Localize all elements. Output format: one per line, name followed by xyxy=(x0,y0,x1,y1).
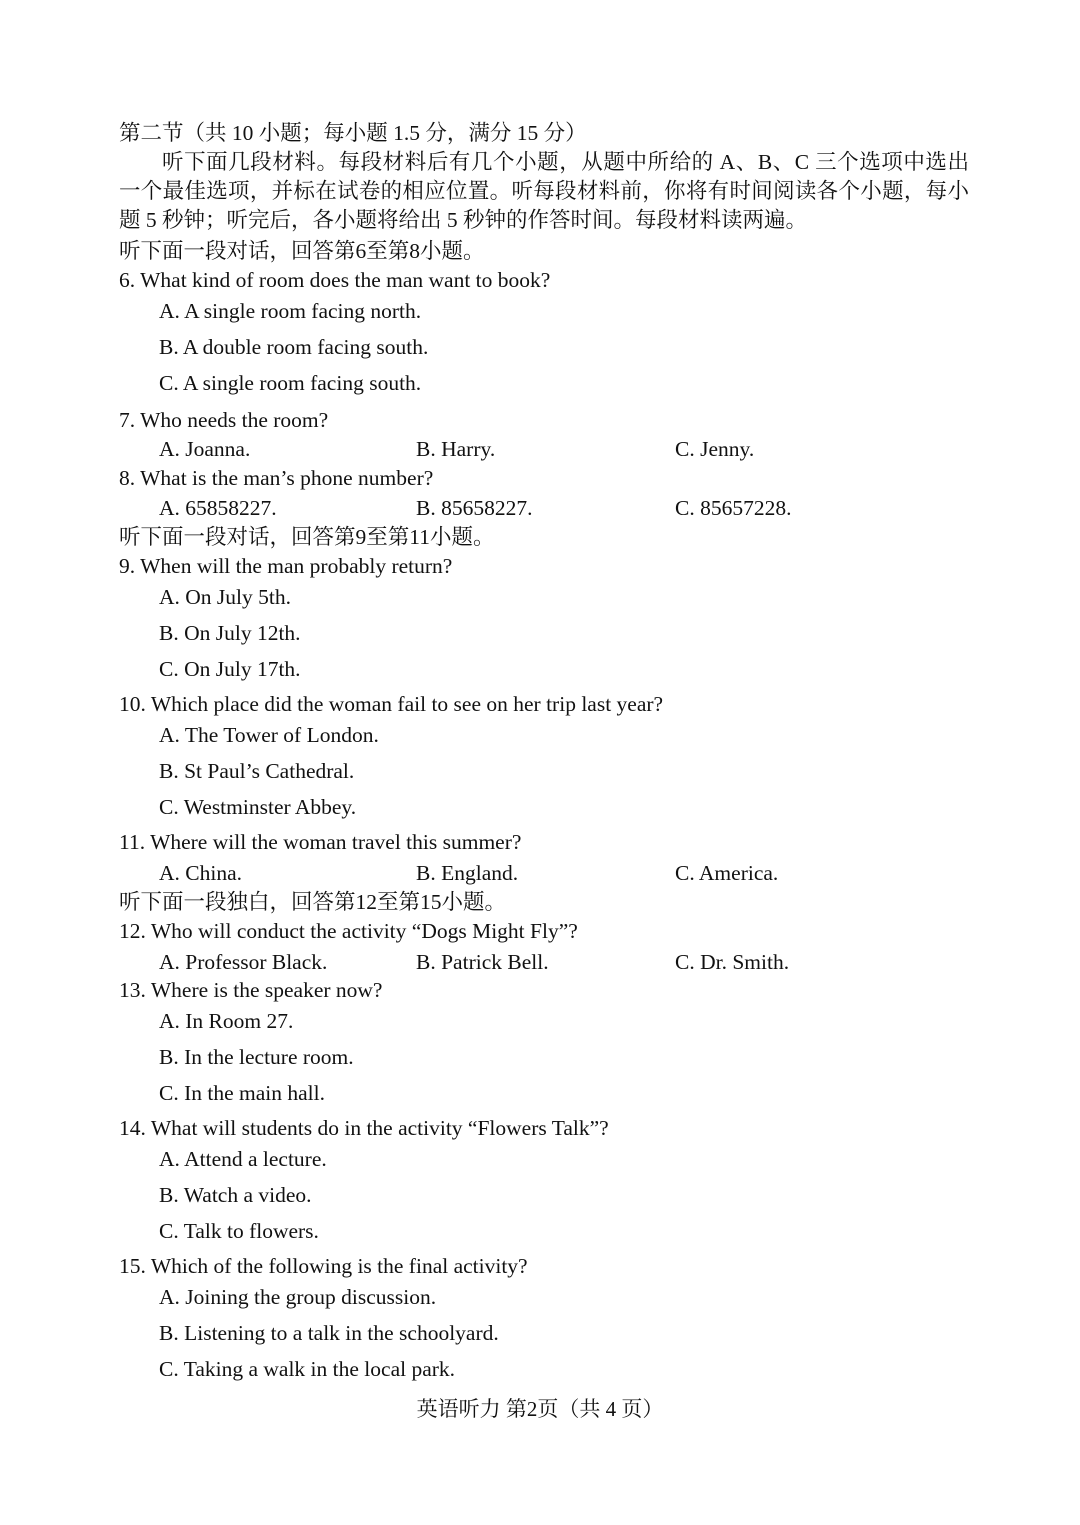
question-7-option-c: C. Jenny. xyxy=(675,437,755,461)
question-10-option-a: A. The Tower of London. xyxy=(159,723,379,747)
question-14-stem: 14. What will students do in the activity “Flowers Talk”? xyxy=(119,1116,609,1140)
question-11-option-a: A. China. xyxy=(159,861,243,885)
question-11-option-b: B. England. xyxy=(416,861,519,885)
question-6-option-b: B. A double room facing south. xyxy=(159,335,429,359)
question-8-option-b: B. 85658227. xyxy=(416,496,533,520)
listening-prompt-2: 听下面一段对话，回答第9至第11小题。 xyxy=(119,525,495,549)
question-14-option-c: C. Talk to flowers. xyxy=(159,1219,319,1243)
question-9-option-c: C. On July 17th. xyxy=(159,657,301,681)
question-10-option-c: C. Westminster Abbey. xyxy=(159,795,357,819)
question-6-option-a: A. A single room facing north. xyxy=(159,299,422,323)
question-9-option-a: A. On July 5th. xyxy=(159,585,291,609)
question-7-option-a: A. Joanna. xyxy=(159,437,251,461)
question-15-stem: 15. Which of the following is the final activity? xyxy=(119,1254,528,1278)
question-13-option-a: A. In Room 27. xyxy=(159,1009,294,1033)
question-12-option-a: A. Professor Black. xyxy=(159,950,328,974)
question-12-stem: 12. Who will conduct the activity “Dogs Might Fly”? xyxy=(119,919,578,943)
question-9-stem: 9. When will the man probably return? xyxy=(119,554,453,578)
listening-prompt-3: 听下面一段独白，回答第12至第15小题。 xyxy=(119,890,507,914)
question-15-option-b: B. Listening to a talk in the schoolyard. xyxy=(159,1321,499,1345)
question-10-stem: 10. Which place did the woman fail to see on her trip last year? xyxy=(119,692,664,716)
question-10-option-b: B. St Paul’s Cathedral. xyxy=(159,759,355,783)
question-8-stem: 8. What is the man’s phone number? xyxy=(119,466,434,490)
question-6-stem: 6. What kind of room does the man want to book? xyxy=(119,268,551,292)
question-14-option-a: A. Attend a lecture. xyxy=(159,1147,327,1171)
question-6-option-c: C. A single room facing south. xyxy=(159,371,422,395)
question-12-option-c: C. Dr. Smith. xyxy=(675,950,790,974)
question-13-option-c: C. In the main hall. xyxy=(159,1081,325,1105)
question-11-stem: 11. Where will the woman travel this summer? xyxy=(119,830,522,854)
question-13-stem: 13. Where is the speaker now? xyxy=(119,978,383,1002)
question-7-option-b: B. Harry. xyxy=(416,437,496,461)
question-12-option-b: B. Patrick Bell. xyxy=(416,950,549,974)
question-9-option-b: B. On July 12th. xyxy=(159,621,301,645)
question-7-stem: 7. Who needs the room? xyxy=(119,408,329,432)
question-8-option-a: A. 65858227. xyxy=(159,496,277,520)
page-footer: 英语听力 第2页（共 4 页） xyxy=(416,1397,664,1421)
question-11-option-c: C. America. xyxy=(675,861,779,885)
listening-prompt-1: 听下面一段对话，回答第6至第8小题。 xyxy=(119,239,485,263)
question-15-option-a: A. Joining the group discussion. xyxy=(159,1285,437,1309)
section-instructions: 听下面几段材料。每段材料后有几个小题，从题中所给的 A、B、C 三个选项中选出一个最佳选项，并标在试卷的相应位置。听每段材料前，你将有时间阅读各个小题，每小题 5 秒钟；听完后，各小题将给出 5 秒钟的作答时间。每段材料读两遍。 xyxy=(119,150,969,232)
question-14-option-b: B. Watch a video. xyxy=(159,1183,312,1207)
section-title: 第二节（共 10 小题；每小题 1.5 分，满分 15 分） xyxy=(119,121,587,145)
question-13-option-b: B. In the lecture room. xyxy=(159,1045,354,1069)
question-15-option-c: C. Taking a walk in the local park. xyxy=(159,1357,456,1381)
question-8-option-c: C. 85657228. xyxy=(675,496,792,520)
